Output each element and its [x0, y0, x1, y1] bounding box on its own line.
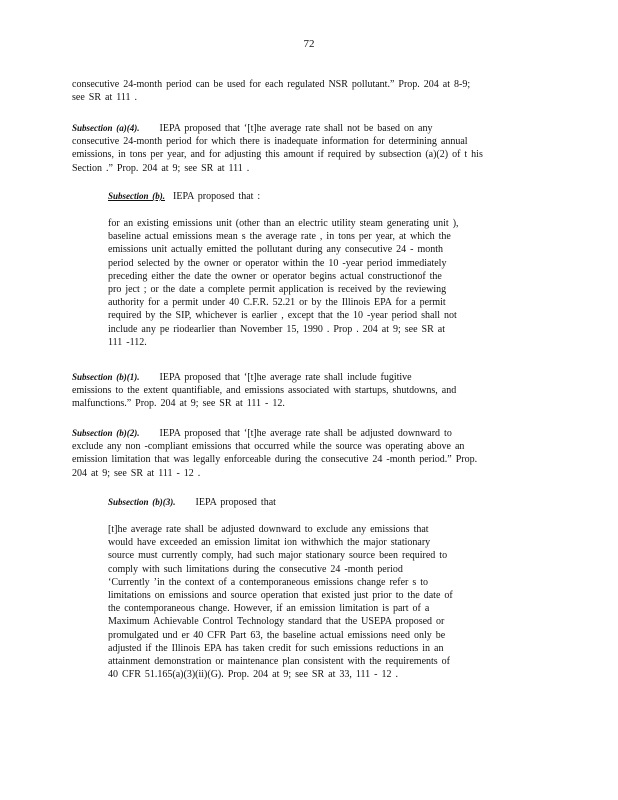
subsection-heading: Subsection (b)(1).	[72, 372, 140, 382]
text-line: IEPA proposed that	[195, 497, 276, 508]
text-line: Section .” Prop. 204 at 9; see SR at 111 .	[72, 162, 250, 174]
text-line: emissions, in tons per year, and for adjusting this amount if required by subsection (a)(2) of t his	[72, 149, 483, 161]
text-line: malfunctions.” Prop. 204 at 9; see SR at 111 - 12.	[72, 398, 285, 410]
text-line: emissions to the extent quantifiable, and emissions associated with startups, shutdowns, and	[72, 385, 457, 397]
text-line: source must currently comply, had such major stationary source been required to	[108, 550, 448, 562]
text-line: comply with such limitations during the consecutive 24 -month period	[108, 563, 403, 575]
subsection-heading: Subsection (b)(3).	[108, 497, 176, 507]
subsection-heading: Subsection (b).	[108, 191, 166, 201]
text-line: attainment demonstration or maintenance plan consistent with the requirements of	[108, 656, 451, 668]
text-line: for an existing emissions unit (other than an electric utility steam generating unit ),	[108, 218, 459, 229]
text-line: preceding either the date the owner or operator begins actual constructionof the	[108, 270, 442, 282]
text-line: required by the SIP, whichever is earlier , except that the 10 -year period shall not	[108, 310, 457, 322]
text-line: adjusted if the Illinois EPA has taken credit for such emissions reductions in an	[108, 642, 444, 654]
text-line: Maximum Achievable Control Technology standard that the USEPA proposed or	[108, 616, 445, 628]
subsection-heading: Subsection (b)(2).	[72, 428, 140, 438]
text-line: include any pe riodearlier than November 15, 1990 . Prop . 204 at 9; see SR at	[108, 323, 445, 335]
block-quote	[108, 217, 508, 349]
page-number: 72	[303, 38, 315, 50]
paragraph-subsection-b3	[108, 496, 528, 509]
text-line: limitations on emissions and source operation that existed just prior to the date of	[108, 590, 453, 602]
text-line: consecutive 24-month period can be used for each regulated NSR pollutant.” Prop. 204 at 8-9;	[72, 79, 471, 90]
text-line: promulgated und er 40 CFR Part 63, the baseline actual emissions need only be	[108, 629, 446, 641]
text-line: IEPA proposed that :	[173, 191, 261, 202]
text-line: authority for a permit under 40 C.F.R. 52.21 or by the Illinois EPA for a permit	[108, 297, 446, 309]
text-line: period selected by the owner or operator within the 10 -year period immediately	[108, 257, 447, 269]
text-line: 204 at 9; see SR at 111 - 12 .	[72, 467, 201, 479]
text-line: would have exceeded an emission limitat ion withwhich the major stationary	[108, 537, 431, 549]
text-line: IEPA proposed that ‘[t]he average rate shall be adjusted downward to	[159, 428, 452, 439]
paragraph-continuation	[72, 78, 542, 104]
paragraph-subsection-b2	[72, 427, 542, 480]
text-line: IEPA proposed that ‘[t]he average rate shall include fugitive	[159, 372, 412, 383]
text-line: 40 CFR 51.165(a)(3)(ii)(G). Prop. 204 at 9; see SR at 33, 111 - 12 .	[108, 669, 398, 681]
paragraph-subsection-b	[108, 190, 528, 203]
text-line: see SR at 111 .	[72, 92, 137, 104]
text-line: emissions unit actually emitted the pollutant during any consecutive 24 - month	[108, 244, 444, 256]
text-line: [t]he average rate shall be adjusted downward to exclude any emissions that	[108, 524, 429, 535]
text-line: the contemporaneous change. However, if an emission limitation is part of a	[108, 603, 430, 615]
text-line: exclude any non -compliant emissions that occurred while the source was operating above an	[72, 441, 465, 453]
text-line: pro ject ; or the date a complete permit application is received by the reviewing	[108, 284, 447, 296]
text-line: ‘Currently ’in the context of a contemporaneous emissions change refer s to	[108, 576, 429, 588]
paragraph-subsection-b1	[72, 371, 542, 411]
block-quote	[108, 523, 508, 681]
text-line: IEPA proposed that ‘[t]he average rate shall not be based on any	[159, 123, 433, 134]
text-line: consecutive 24-month period for which there is inadequate information for determining annual	[72, 136, 468, 148]
text-line: emission limitation that was legally enforceable during the consecutive 24 -month period.” Prop.	[72, 454, 478, 466]
subsection-heading: Subsection (a)(4).	[72, 123, 140, 133]
paragraph-subsection-a4	[72, 122, 542, 175]
text-line: 111 -112.	[108, 336, 147, 348]
text-line: baseline actual emissions mean s the average rate , in tons per year, at which the	[108, 231, 451, 243]
